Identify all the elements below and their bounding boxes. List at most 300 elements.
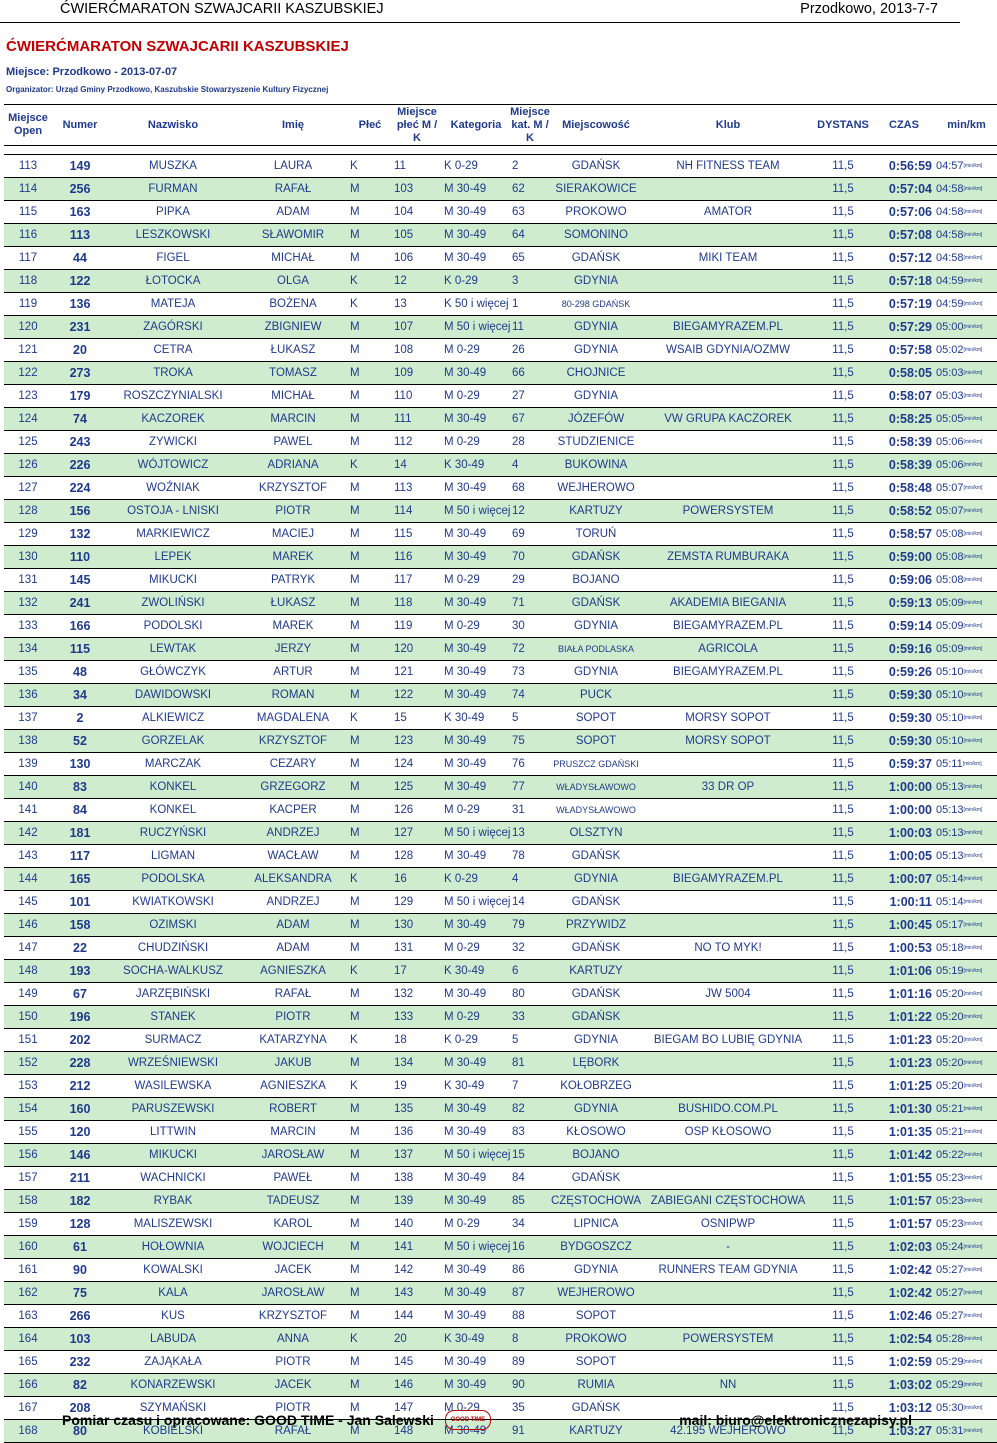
cell-tempo <box>936 1006 997 1029</box>
cell-klub: OSNIPWP <box>642 1213 814 1236</box>
cell-miejscowosc: GDYNIA <box>550 1259 642 1282</box>
pace-value: 05:23 <box>936 1172 964 1184</box>
cell-kategoria: M 30-49 <box>442 684 510 707</box>
cell-miejsce-plec: 122 <box>392 684 442 707</box>
cell-nazwisko: ZYWICKI <box>108 431 238 454</box>
cell-plec: M <box>348 1144 392 1167</box>
cell-dystans: 11,5 <box>814 201 872 224</box>
cell-numer: 231 <box>52 316 108 339</box>
pace-unit: [min/km] <box>963 899 983 906</box>
cell-open: 121 <box>4 339 52 362</box>
cell-imie: MICHAŁ <box>238 385 348 408</box>
cell-imie: PAWEŁ <box>238 1167 348 1190</box>
cell-dystans: 11,5 <box>814 799 872 822</box>
cell-klub <box>642 1006 814 1029</box>
cell-dystans: 11,5 <box>814 1397 872 1420</box>
cell-miejscowosc: KARTUZY <box>550 500 642 523</box>
cell-nazwisko: KOBIELSKI <box>108 1420 238 1443</box>
cell-nazwisko: KOWALSKI <box>108 1259 238 1282</box>
cell-miejscowosc: CZĘSTOCHOWA <box>550 1190 642 1213</box>
cell-miejsce-plec: 130 <box>392 914 442 937</box>
cell-miejscowosc: BOJANO <box>550 1144 642 1167</box>
cell-open: 145 <box>4 891 52 914</box>
cell-miejsce-kat: 91 <box>510 1420 550 1443</box>
cell-czas: 1:00:11 <box>872 891 936 914</box>
cell-numer: 202 <box>52 1029 108 1052</box>
cell-kategoria: M 30-49 <box>442 546 510 569</box>
cell-open: 161 <box>4 1259 52 1282</box>
cell-miejsce-kat: 15 <box>510 1144 550 1167</box>
pace-value: 05:07 <box>936 505 964 517</box>
pace-unit: [min/km] <box>963 1152 983 1159</box>
pace-unit: [min/km] <box>963 1405 983 1412</box>
cell-miejsce-kat: 82 <box>510 1098 550 1121</box>
cell-czas: 0:58:07 <box>872 385 936 408</box>
cell-klub <box>642 477 814 500</box>
pace-value: 05:10 <box>936 689 964 701</box>
cell-miejscowosc: GDAŃSK <box>550 983 642 1006</box>
cell-czas: 0:59:26 <box>872 661 936 684</box>
cell-tempo <box>936 1282 997 1305</box>
cell-miejsce-plec: 17 <box>392 960 442 983</box>
pace-value: 05:22 <box>936 1149 964 1161</box>
cell-kategoria: M 30-49 <box>442 178 510 201</box>
cell-numer: 2 <box>52 707 108 730</box>
pace-value: 04:58 <box>936 229 964 241</box>
cell-miejscowosc: LIPNICA <box>550 1213 642 1236</box>
cell-plec: M <box>348 385 392 408</box>
cell-nazwisko: PODOLSKA <box>108 868 238 891</box>
cell-tempo <box>936 960 997 983</box>
cell-open: 114 <box>4 178 52 201</box>
cell-tempo <box>936 707 997 730</box>
cell-miejsce-kat: 90 <box>510 1374 550 1397</box>
cell-tempo <box>936 753 997 776</box>
pace-value: 05:29 <box>936 1356 964 1368</box>
cell-plec: M <box>348 224 392 247</box>
cell-numer: 241 <box>52 592 108 615</box>
cell-miejsce-kat: 27 <box>510 385 550 408</box>
cell-plec: M <box>348 1236 392 1259</box>
cell-nazwisko: KALA <box>108 1282 238 1305</box>
cell-kategoria: M 30-49 <box>442 1259 510 1282</box>
cell-kategoria: M 30-49 <box>442 753 510 776</box>
cell-numer: 130 <box>52 753 108 776</box>
cell-tempo <box>936 546 997 569</box>
cell-numer: 179 <box>52 385 108 408</box>
cell-nazwisko: STANEK <box>108 1006 238 1029</box>
cell-open: 137 <box>4 707 52 730</box>
cell-miejscowosc: GDAŃSK <box>550 1006 642 1029</box>
cell-kategoria: K 50 i więcej <box>442 293 510 316</box>
cell-imie: JAKUB <box>238 1052 348 1075</box>
cell-numer: 22 <box>52 937 108 960</box>
cell-klub: ZEMSTA RUMBURAKA <box>642 546 814 569</box>
cell-miejscowosc: SOMONINO <box>550 224 642 247</box>
pace-unit: [min/km] <box>963 301 983 308</box>
cell-imie: JACEK <box>238 1259 348 1282</box>
cell-miejscowosc: KOŁOBRZEG <box>550 1075 642 1098</box>
top-bar-date: Przodkowo, 2013-7-7 <box>800 1 938 17</box>
cell-imie: CEZARY <box>238 753 348 776</box>
cell-miejsce-kat: 88 <box>510 1305 550 1328</box>
cell-miejscowosc: GDYNIA <box>550 1029 642 1052</box>
cell-imie: AGNIESZKA <box>238 1075 348 1098</box>
col-czas: CZAS <box>872 105 936 146</box>
pace-unit: [min/km] <box>963 669 983 676</box>
cell-imie: MAREK <box>238 546 348 569</box>
pace-value: 05:13 <box>936 850 964 862</box>
cell-czas: 0:57:29 <box>872 316 936 339</box>
cell-kategoria: K 0-29 <box>442 1029 510 1052</box>
cell-dystans: 11,5 <box>814 1213 872 1236</box>
pace-unit: [min/km] <box>963 922 983 929</box>
table-row <box>4 408 997 431</box>
cell-miejsce-plec: 141 <box>392 1236 442 1259</box>
cell-tempo <box>936 362 997 385</box>
table-row <box>4 201 997 224</box>
cell-plec: M <box>348 776 392 799</box>
cell-dystans: 11,5 <box>814 1420 872 1443</box>
cell-open: 116 <box>4 224 52 247</box>
pace-value: 05:13 <box>936 804 964 816</box>
cell-kategoria: M 30-49 <box>442 1167 510 1190</box>
cell-plec: K <box>348 707 392 730</box>
cell-tempo <box>936 431 997 454</box>
pace-unit: [min/km] <box>963 186 983 193</box>
cell-open: 163 <box>4 1305 52 1328</box>
pace-unit: [min/km] <box>963 1221 983 1228</box>
pace-unit: [min/km] <box>963 1382 983 1389</box>
cell-kategoria: M 30-49 <box>442 1305 510 1328</box>
pace-unit: [min/km] <box>963 577 983 584</box>
cell-plec: K <box>348 868 392 891</box>
cell-open: 118 <box>4 270 52 293</box>
cell-open: 130 <box>4 546 52 569</box>
cell-plec: M <box>348 569 392 592</box>
cell-miejsce-kat: 69 <box>510 523 550 546</box>
cell-miejsce-plec: 112 <box>392 431 442 454</box>
cell-miejscowosc: GDAŃSK <box>550 247 642 270</box>
cell-numer: 266 <box>52 1305 108 1328</box>
cell-nazwisko: OSTOJA - LNISKI <box>108 500 238 523</box>
pace-unit: [min/km] <box>963 945 983 952</box>
cell-numer: 193 <box>52 960 108 983</box>
pace-unit: [min/km] <box>963 1083 983 1090</box>
cell-miejsce-plec: 135 <box>392 1098 442 1121</box>
pace-unit: [min/km] <box>963 462 983 469</box>
cell-kategoria: M 30-49 <box>442 1282 510 1305</box>
cell-klub: BUSHIDO.COM.PL <box>642 1098 814 1121</box>
cell-kategoria: K 30-49 <box>442 454 510 477</box>
cell-tempo <box>936 385 997 408</box>
cell-klub: 33 DR OP <box>642 776 814 799</box>
cell-klub <box>642 224 814 247</box>
pace-unit: [min/km] <box>963 1060 983 1067</box>
cell-miejscowosc: KARTUZY <box>550 960 642 983</box>
cell-plec: M <box>348 1213 392 1236</box>
cell-dystans: 11,5 <box>814 1098 872 1121</box>
cell-numer: 67 <box>52 983 108 1006</box>
cell-miejsce-kat: 87 <box>510 1282 550 1305</box>
col-dystans: DYSTANS <box>814 105 872 146</box>
pace-value: 05:10 <box>936 712 964 724</box>
cell-kategoria: M 30-49 <box>442 362 510 385</box>
cell-klub <box>642 1351 814 1374</box>
cell-numer: 146 <box>52 1144 108 1167</box>
col-open: Miejsce Open <box>4 105 52 146</box>
cell-open: 128 <box>4 500 52 523</box>
cell-kategoria: M 30-49 <box>442 1121 510 1144</box>
cell-open: 140 <box>4 776 52 799</box>
cell-numer: 83 <box>52 776 108 799</box>
cell-tempo <box>936 408 997 431</box>
cell-dystans: 11,5 <box>814 730 872 753</box>
cell-nazwisko: MARKIEWICZ <box>108 523 238 546</box>
cell-kategoria: M 0-29 <box>442 1006 510 1029</box>
cell-miejscowosc: BUKOWINA <box>550 454 642 477</box>
pace-value: 05:00 <box>936 321 964 333</box>
pace-unit: [min/km] <box>963 1428 983 1435</box>
pace-unit: [min/km] <box>963 738 983 745</box>
pace-unit: [min/km] <box>963 784 983 791</box>
pace-value: 05:27 <box>936 1264 964 1276</box>
cell-open: 156 <box>4 1144 52 1167</box>
cell-dystans: 11,5 <box>814 707 872 730</box>
cell-plec: M <box>348 1167 392 1190</box>
cell-nazwisko: LEWTAK <box>108 638 238 661</box>
cell-dystans: 11,5 <box>814 431 872 454</box>
cell-imie: KACPER <box>238 799 348 822</box>
cell-klub <box>642 270 814 293</box>
cell-plec: M <box>348 1397 392 1420</box>
pace-unit: [min/km] <box>963 393 983 400</box>
cell-klub: NO TO MYK! <box>642 937 814 960</box>
cell-klub: POWERSYSTEM <box>642 500 814 523</box>
pace-value: 05:13 <box>936 781 964 793</box>
table-row <box>4 569 997 592</box>
cell-kategoria: M 0-29 <box>442 569 510 592</box>
cell-miejsce-kat: 74 <box>510 684 550 707</box>
cell-kategoria: M 30-49 <box>442 523 510 546</box>
cell-dystans: 11,5 <box>814 247 872 270</box>
cell-dystans: 11,5 <box>814 316 872 339</box>
cell-miejscowosc: PUCK <box>550 684 642 707</box>
cell-plec: K <box>348 960 392 983</box>
table-row <box>4 592 997 615</box>
cell-miejsce-kat: 11 <box>510 316 550 339</box>
cell-nazwisko: WRZEŚNIEWSKI <box>108 1052 238 1075</box>
cell-dystans: 11,5 <box>814 1144 872 1167</box>
cell-open: 151 <box>4 1029 52 1052</box>
table-row <box>4 730 997 753</box>
cell-open: 129 <box>4 523 52 546</box>
cell-miejscowosc: PROKOWO <box>550 201 642 224</box>
table-row <box>4 385 997 408</box>
cell-kategoria: M 30-49 <box>442 247 510 270</box>
cell-open: 133 <box>4 615 52 638</box>
cell-tempo <box>936 983 997 1006</box>
cell-miejsce-kat: 79 <box>510 914 550 937</box>
pace-value: 04:58 <box>936 252 964 264</box>
cell-miejsce-plec: 143 <box>392 1282 442 1305</box>
cell-plec: M <box>348 523 392 546</box>
pace-unit: [min/km] <box>963 692 983 699</box>
cell-plec: M <box>348 799 392 822</box>
pace-value: 05:09 <box>936 597 964 609</box>
pace-value: 05:28 <box>936 1333 964 1345</box>
table-row <box>4 224 997 247</box>
pace-unit: [min/km] <box>963 439 983 446</box>
cell-miejsce-kat: 14 <box>510 891 550 914</box>
pace-unit: [min/km] <box>963 324 983 331</box>
cell-czas: 1:03:12 <box>872 1397 936 1420</box>
cell-miejsce-kat: 62 <box>510 178 550 201</box>
cell-open: 134 <box>4 638 52 661</box>
pace-value: 05:24 <box>936 1241 964 1253</box>
table-row <box>4 1259 997 1282</box>
cell-klub <box>642 293 814 316</box>
table-row <box>4 684 997 707</box>
cell-klub <box>642 1144 814 1167</box>
cell-dystans: 11,5 <box>814 1305 872 1328</box>
cell-tempo <box>936 454 997 477</box>
cell-klub <box>642 454 814 477</box>
cell-numer: 103 <box>52 1328 108 1351</box>
cell-plec: M <box>348 247 392 270</box>
cell-kategoria: M 30-49 <box>442 201 510 224</box>
cell-open: 113 <box>4 155 52 178</box>
cell-numer: 182 <box>52 1190 108 1213</box>
table-row <box>4 868 997 891</box>
cell-miejsce-plec: 136 <box>392 1121 442 1144</box>
cell-plec: M <box>348 500 392 523</box>
cell-miejscowosc: KARTUZY <box>550 1420 642 1443</box>
table-row <box>4 776 997 799</box>
cell-imie: TOMASZ <box>238 362 348 385</box>
cell-tempo <box>936 224 997 247</box>
cell-open: 154 <box>4 1098 52 1121</box>
cell-czas: 0:57:58 <box>872 339 936 362</box>
cell-kategoria: M 30-49 <box>442 477 510 500</box>
cell-kategoria: K 30-49 <box>442 1328 510 1351</box>
cell-nazwisko: RUCZYŃSKI <box>108 822 238 845</box>
cell-plec: M <box>348 661 392 684</box>
cell-miejsce-kat: 5 <box>510 1029 550 1052</box>
cell-miejscowosc: WEJHEROWO <box>550 477 642 500</box>
cell-open: 158 <box>4 1190 52 1213</box>
pace-unit: [min/km] <box>963 600 983 607</box>
cell-open: 119 <box>4 293 52 316</box>
cell-miejscowosc: TORUŃ <box>550 523 642 546</box>
cell-miejsce-plec: 127 <box>392 822 442 845</box>
cell-nazwisko: WACHNICKI <box>108 1167 238 1190</box>
cell-imie: TADEUSZ <box>238 1190 348 1213</box>
pace-unit: [min/km] <box>963 646 983 653</box>
pace-value: 05:20 <box>936 1057 964 1069</box>
cell-miejsce-plec: 147 <box>392 1397 442 1420</box>
cell-czas: 1:01:57 <box>872 1190 936 1213</box>
cell-tempo <box>936 1075 997 1098</box>
cell-kategoria: M 30-49 <box>442 983 510 1006</box>
cell-plec: M <box>348 339 392 362</box>
cell-miejsce-kat: 12 <box>510 500 550 523</box>
cell-miejscowosc: GDAŃSK <box>550 845 642 868</box>
cell-miejsce-plec: 105 <box>392 224 442 247</box>
cell-nazwisko: WASILEWSKA <box>108 1075 238 1098</box>
cell-tempo <box>936 799 997 822</box>
cell-plec: M <box>348 891 392 914</box>
cell-czas: 0:59:06 <box>872 569 936 592</box>
pace-value: 05:27 <box>936 1287 964 1299</box>
cell-czas: 1:00:05 <box>872 845 936 868</box>
cell-dystans: 11,5 <box>814 1006 872 1029</box>
cell-czas: 1:02:42 <box>872 1282 936 1305</box>
cell-tempo <box>936 339 997 362</box>
cell-miejscowosc: GDYNIA <box>550 615 642 638</box>
cell-tempo <box>936 868 997 891</box>
cell-numer: 128 <box>52 1213 108 1236</box>
cell-plec: K <box>348 1328 392 1351</box>
pace-unit: [min/km] <box>963 876 983 883</box>
cell-czas: 1:01:22 <box>872 1006 936 1029</box>
cell-imie: JACEK <box>238 1374 348 1397</box>
cell-dystans: 11,5 <box>814 224 872 247</box>
cell-imie: ANDRZEJ <box>238 891 348 914</box>
cell-numer: 80 <box>52 1420 108 1443</box>
cell-miejsce-kat: 64 <box>510 224 550 247</box>
pace-value: 05:02 <box>936 344 964 356</box>
cell-dystans: 11,5 <box>814 983 872 1006</box>
table-row <box>4 1374 997 1397</box>
good-time-logo <box>445 1410 491 1430</box>
pace-value: 04:58 <box>936 183 964 195</box>
cell-plec: M <box>348 1006 392 1029</box>
cell-miejscowosc: GDYNIA <box>550 385 642 408</box>
pace-unit: [min/km] <box>963 278 983 285</box>
cell-open: 122 <box>4 362 52 385</box>
cell-dystans: 11,5 <box>814 546 872 569</box>
cell-nazwisko: MARCZAK <box>108 753 238 776</box>
cell-plec: K <box>348 1075 392 1098</box>
cell-open: 143 <box>4 845 52 868</box>
cell-kategoria: M 50 i więcej <box>442 316 510 339</box>
table-row <box>4 1121 997 1144</box>
cell-czas: 1:01:23 <box>872 1029 936 1052</box>
col-tempo: min/km <box>936 105 997 146</box>
cell-plec: M <box>348 1305 392 1328</box>
pace-value: 05:17 <box>936 919 964 931</box>
cell-klub: AGRICOLA <box>642 638 814 661</box>
pace-value: 05:21 <box>936 1103 964 1115</box>
cell-kategoria: K 0-29 <box>442 155 510 178</box>
pace-unit: [min/km] <box>963 416 983 423</box>
cell-tempo <box>936 914 997 937</box>
cell-imie: BOŻENA <box>238 293 348 316</box>
cell-miejsce-plec: 111 <box>392 408 442 431</box>
cell-numer: 165 <box>52 868 108 891</box>
cell-open: 149 <box>4 983 52 1006</box>
cell-klub <box>642 178 814 201</box>
cell-imie: WOJCIECH <box>238 1236 348 1259</box>
cell-plec: M <box>348 1121 392 1144</box>
cell-miejscowosc: BOJANO <box>550 569 642 592</box>
cell-tempo <box>936 1305 997 1328</box>
cell-miejsce-plec: 116 <box>392 546 442 569</box>
cell-klub <box>642 569 814 592</box>
cell-klub <box>642 960 814 983</box>
cell-klub: POWERSYSTEM <box>642 1328 814 1351</box>
